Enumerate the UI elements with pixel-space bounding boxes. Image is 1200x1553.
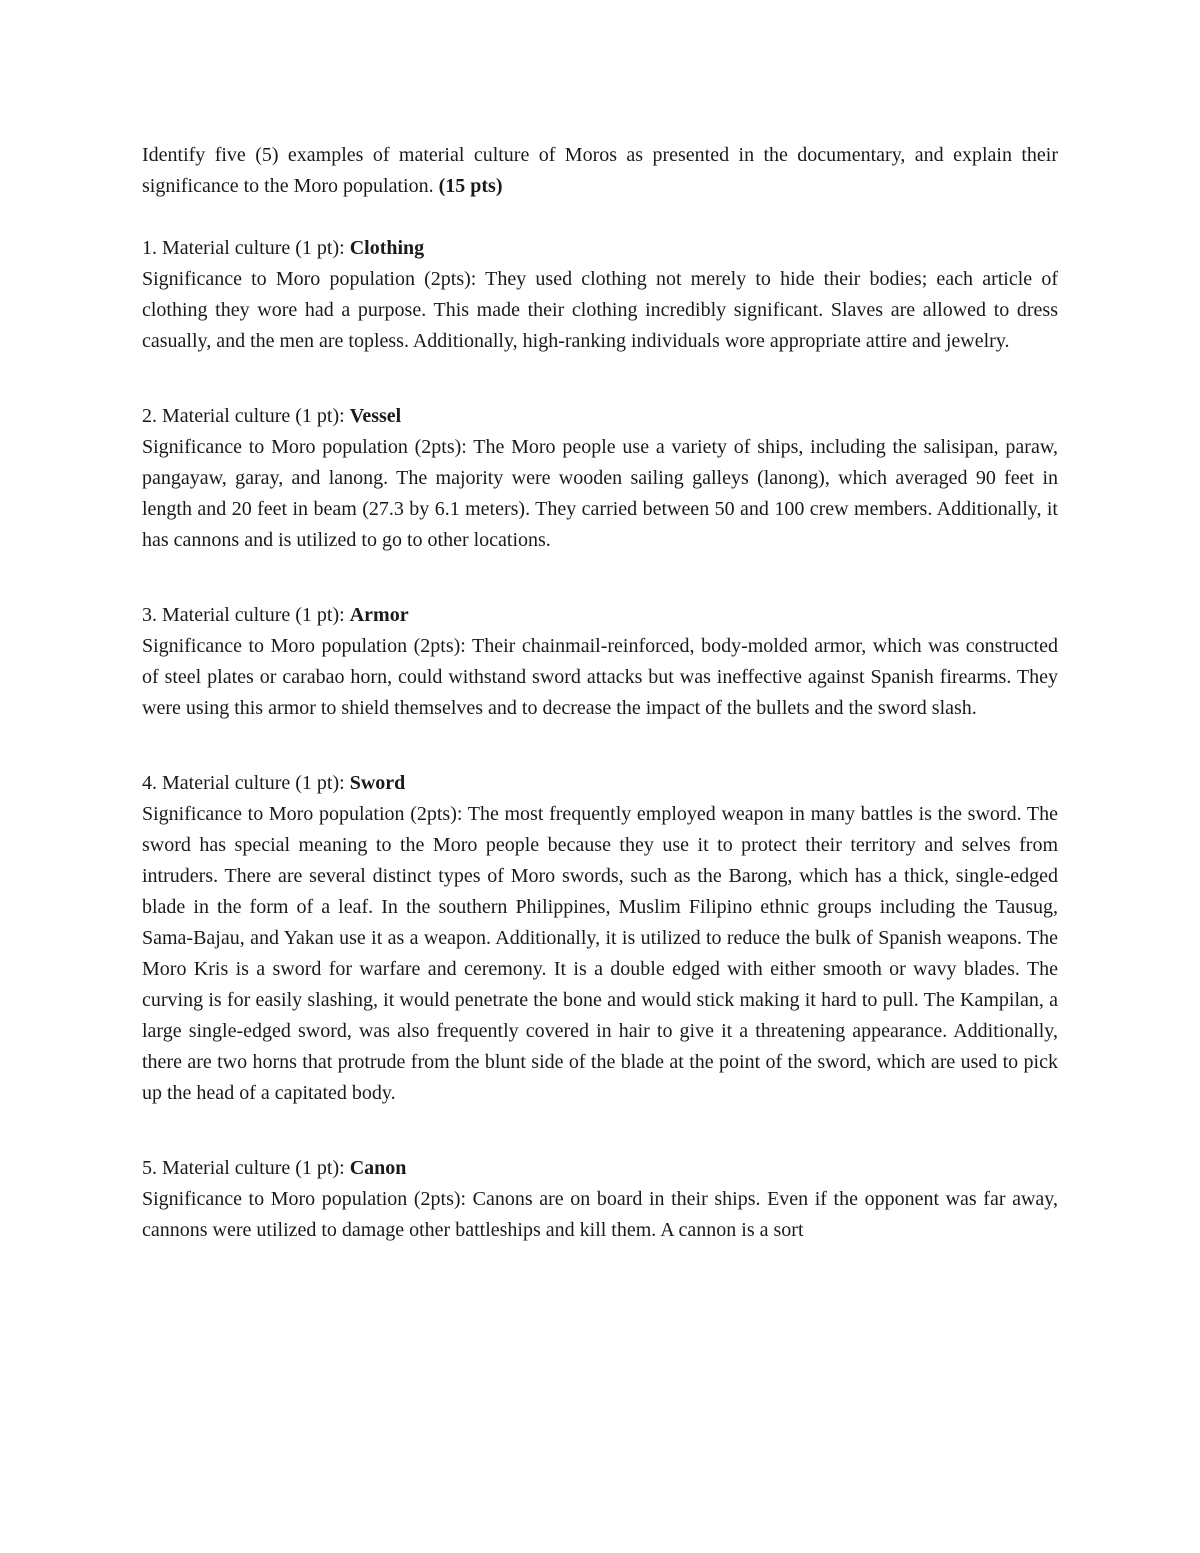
item-term: Vessel xyxy=(349,405,402,427)
significance-label: Significance to Moro population (2pts): xyxy=(142,803,468,825)
item-clothing xyxy=(142,233,1058,357)
document-page xyxy=(142,140,1058,1246)
item-canon xyxy=(142,1153,1058,1246)
item-label: 3. Material culture (1 pt): xyxy=(142,604,350,626)
item-term: Canon xyxy=(349,1157,407,1179)
item-label: 2. Material culture (1 pt): xyxy=(142,405,350,427)
item-heading xyxy=(142,600,1058,631)
item-term: Armor xyxy=(349,604,409,626)
item-vessel xyxy=(142,401,1058,556)
item-heading xyxy=(142,233,1058,264)
item-sword xyxy=(142,768,1058,1109)
significance-label: Significance to Moro population (2pts): xyxy=(142,1188,473,1210)
prompt-text: Identify five (5) examples of material culture of Moros as presented in the documentary, and explain their significance to the Moro population. xyxy=(142,144,1058,197)
item-label: 4. Material culture (1 pt): xyxy=(142,772,350,794)
significance-label: Significance to Moro population (2pts): xyxy=(142,635,473,657)
item-significance xyxy=(142,264,1058,357)
item-label: 1. Material culture (1 pt): xyxy=(142,237,350,259)
significance-label: Significance to Moro population (2pts): xyxy=(142,436,474,458)
item-significance xyxy=(142,799,1058,1109)
item-armor xyxy=(142,600,1058,724)
item-heading xyxy=(142,401,1058,432)
item-significance xyxy=(142,631,1058,724)
item-heading xyxy=(142,768,1058,799)
significance-text: They used clothing not merely to hide their bodies; each article of clothing they wore had a purpose. This made their clothing incredibly significant. Slaves are allowed to dress casually, and the men are topless. Additionally, high-ranking individuals wore appropriate attire and jewelry. xyxy=(142,268,1058,352)
significance-text: Their chainmail-reinforced, body-molded armor, which was constructed of steel plates or carabao horn, could withstand sword attacks but was ineffective against Spanish firearms. They were using this armor to shield themselves and to decrease the impact of the bullets and the sword slash. xyxy=(142,635,1058,719)
item-significance xyxy=(142,432,1058,556)
item-term: Sword xyxy=(349,772,406,794)
prompt-points: (15 pts) xyxy=(438,175,503,197)
item-heading xyxy=(142,1153,1058,1184)
item-term: Clothing xyxy=(349,237,425,259)
item-label: 5. Material culture (1 pt): xyxy=(142,1157,350,1179)
significance-label: Significance to Moro population (2pts): xyxy=(142,268,486,290)
significance-text: The Moro people use a variety of ships, including the salisipan, paraw, pangayaw, garay, and lanong. The majority were wooden sailing galleys (lanong), which averaged 90 feet in length and 20 feet in beam (27.3 by 6.1 meters). They carried between 50 and 100 crew members. Additionally, it has cannons and is utilized to go to other locations. xyxy=(142,436,1058,551)
item-significance xyxy=(142,1184,1058,1246)
significance-text: Canons are on board in their ships. Even if the opponent was far away, cannons were utilized to damage other battleships and kill them. A cannon is a sort xyxy=(142,1188,1058,1241)
assignment-prompt xyxy=(142,140,1058,202)
significance-text: The most frequently employed weapon in many battles is the sword. The sword has special meaning to the Moro people because they use it to protect their territory and selves from intruders. There are several distinct types of Moro swords, such as the Barong, which has a thick, single-edged blade in the form of a leaf. In the southern Philippines, Muslim Filipino ethnic groups including the Tausug, Sama-Bajau, and Yakan use it as a weapon. Additionally, it is utilized to reduce the bulk of Spanish weapons. The Moro Kris is a sword for warfare and ceremony. It is a double edged with either smooth or wavy blades. The curving is for easily slashing, it would penetrate the bone and would stick making it hard to pull. The Kampilan, a large single-edged sword, was also frequently covered in hair to give it a threatening appearance. Additionally, there are two horns that protrude from the blunt side of the blade at the point of the sword, which are used to pick up the head of a capitated body. xyxy=(142,803,1058,1104)
